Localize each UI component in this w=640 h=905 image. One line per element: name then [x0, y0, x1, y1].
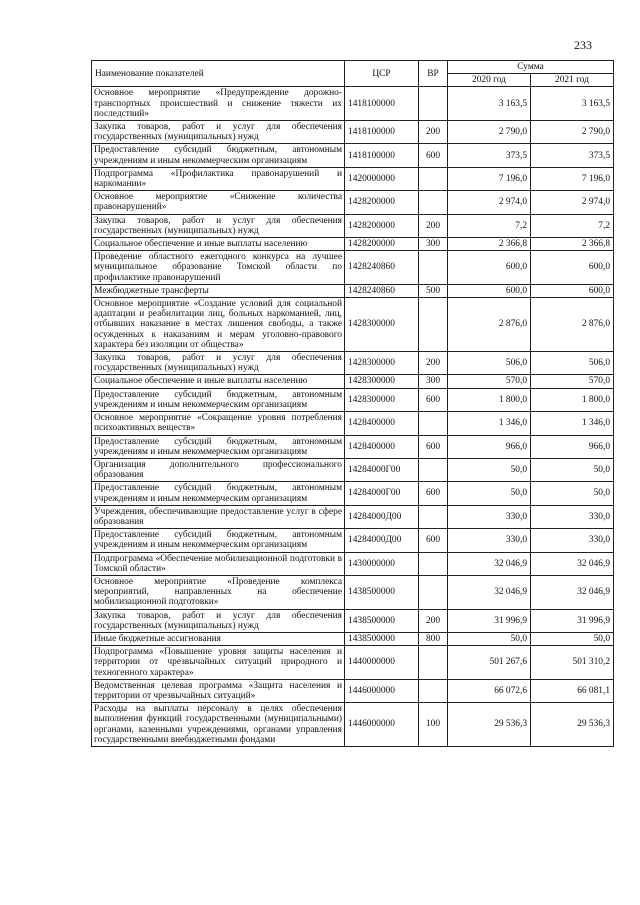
row-name: Иные бюджетные ассигнования [92, 632, 345, 645]
row-name: Предоставление субсидий бюджетным, автономным учреждениям и иным некоммерческим организациям [92, 482, 345, 505]
row-sum-2021: 600,0 [531, 251, 614, 285]
row-name: Основное мероприятие «Снижение количества правонарушений» [92, 191, 345, 214]
row-sum-2020: 1 800,0 [448, 388, 531, 411]
table-row [92, 238, 614, 251]
row-name: Предоставление субсидий бюджетным, автономным учреждениям и иным некоммерческим организациям [92, 388, 345, 411]
table-row [92, 284, 614, 297]
table-row [92, 87, 614, 121]
budget-table [91, 60, 614, 747]
table-row [92, 632, 614, 645]
row-vr: 600 [419, 144, 448, 167]
table-row [92, 375, 614, 388]
row-csr: 1428300000 [345, 352, 419, 375]
row-vr: 600 [419, 482, 448, 505]
row-vr: 200 [419, 609, 448, 632]
row-sum-2020: 600,0 [448, 251, 531, 285]
row-sum-2020: 29 536,3 [448, 703, 531, 747]
row-csr: 1428400000 [345, 412, 419, 435]
row-vr: 200 [419, 352, 448, 375]
table-row [92, 679, 614, 702]
row-sum-2021: 2 876,0 [531, 298, 614, 352]
row-sum-2021: 29 536,3 [531, 703, 614, 747]
row-csr: 14284000Д00 [345, 505, 419, 528]
row-sum-2021: 32 046,9 [531, 552, 614, 575]
row-csr: 14284000Д00 [345, 529, 419, 552]
row-sum-2020: 50,0 [448, 482, 531, 505]
row-csr: 1418100000 [345, 121, 419, 144]
row-sum-2021: 330,0 [531, 505, 614, 528]
row-sum-2021: 7,2 [531, 214, 614, 237]
row-csr: 1420000000 [345, 167, 419, 190]
row-csr: 1438500000 [345, 609, 419, 632]
row-csr: 1428300000 [345, 388, 419, 411]
row-name: Предоставление субсидий бюджетным, автономным учреждениям и иным некоммерческим организациям [92, 144, 345, 167]
row-sum-2021: 330,0 [531, 529, 614, 552]
table-row [92, 505, 614, 528]
row-name: Закупка товаров, работ и услуг для обеспечения государственных (муниципальных) нужд [92, 121, 345, 144]
row-sum-2021: 3 163,5 [531, 87, 614, 121]
row-csr: 1428200000 [345, 191, 419, 214]
row-name: Социальное обеспечение и иные выплаты населению [92, 238, 345, 251]
row-sum-2020: 32 046,9 [448, 552, 531, 575]
table-row [92, 646, 614, 680]
header-year-2021: 2021 год [531, 74, 614, 87]
row-name: Расходы на выплаты персоналу в целях обеспечения выполнения функций государственными (муниципальными) органами, казенными учреждениями, органами управления государственными внебюджетными фондами [92, 703, 345, 747]
row-sum-2020: 31 996,9 [448, 609, 531, 632]
row-csr: 1428300000 [345, 375, 419, 388]
row-sum-2021: 32 046,9 [531, 575, 614, 609]
table-row [92, 703, 614, 747]
row-vr: 300 [419, 238, 448, 251]
row-vr: 200 [419, 121, 448, 144]
row-sum-2020: 66 072,6 [448, 679, 531, 702]
row-vr [419, 167, 448, 190]
table-row [92, 388, 614, 411]
header-vr: ВР [419, 61, 448, 87]
row-sum-2021: 50,0 [531, 482, 614, 505]
row-vr [419, 458, 448, 481]
row-csr: 1428400000 [345, 435, 419, 458]
table-row [92, 458, 614, 481]
row-name: Закупка товаров, работ и услуг для обеспечения государственных (муниципальных) нужд [92, 214, 345, 237]
header-csr: ЦСР [345, 61, 419, 87]
row-csr: 1438500000 [345, 632, 419, 645]
row-csr: 1418100000 [345, 87, 419, 121]
row-vr: 600 [419, 529, 448, 552]
row-name: Закупка товаров, работ и услуг для обеспечения государственных (муниципальных) нужд [92, 352, 345, 375]
row-name: Подпрограмма «Обеспечение мобилизационной подготовки в Томской области» [92, 552, 345, 575]
table-row [92, 529, 614, 552]
row-sum-2020: 330,0 [448, 529, 531, 552]
row-sum-2020: 506,0 [448, 352, 531, 375]
row-sum-2021: 50,0 [531, 632, 614, 645]
row-csr: 1446000000 [345, 679, 419, 702]
row-vr [419, 505, 448, 528]
row-vr [419, 679, 448, 702]
row-sum-2021: 570,0 [531, 375, 614, 388]
row-csr: 1428200000 [345, 238, 419, 251]
row-sum-2020: 501 267,6 [448, 646, 531, 680]
table-row [92, 191, 614, 214]
row-sum-2020: 570,0 [448, 375, 531, 388]
row-sum-2021: 1 800,0 [531, 388, 614, 411]
row-sum-2021: 31 996,9 [531, 609, 614, 632]
table-row [92, 412, 614, 435]
row-vr [419, 552, 448, 575]
table-row [92, 298, 614, 352]
header-sum: Сумма [448, 61, 614, 74]
row-sum-2021: 2 790,0 [531, 121, 614, 144]
row-csr: 1428240860 [345, 284, 419, 297]
row-sum-2021: 66 081,1 [531, 679, 614, 702]
row-sum-2020: 32 046,9 [448, 575, 531, 609]
row-csr: 14284000Г00 [345, 482, 419, 505]
row-vr: 800 [419, 632, 448, 645]
row-sum-2021: 50,0 [531, 458, 614, 481]
row-vr [419, 575, 448, 609]
row-name: Предоставление субсидий бюджетным, автономным учреждениям и иным некоммерческим организациям [92, 529, 345, 552]
page-number: 233 [574, 38, 592, 52]
table-header [92, 61, 614, 87]
row-sum-2021: 600,0 [531, 284, 614, 297]
row-vr [419, 251, 448, 285]
row-name: Организация дополнительного профессионального образования [92, 458, 345, 481]
row-csr: 1428300000 [345, 298, 419, 352]
table-row [92, 251, 614, 285]
row-name: Подпрограмма «Профилактика правонарушений и наркомании» [92, 167, 345, 190]
row-name: Основное мероприятие «Проведение комплекса мероприятий, направленных на обеспечение мобилизационной подготовки» [92, 575, 345, 609]
row-name: Межбюджетные трансферты [92, 284, 345, 297]
row-name: Основное мероприятие «Предупреждение дорожно-транспортных происшествий и снижение тяжести их последствий» [92, 87, 345, 121]
row-sum-2020: 600,0 [448, 284, 531, 297]
row-name: Проведение областного ежегодного конкурса на лучшее муниципальное образование Томской области по профилактике правонарушений [92, 251, 345, 285]
table-row [92, 144, 614, 167]
row-vr [419, 191, 448, 214]
row-csr: 1428200000 [345, 214, 419, 237]
row-name: Учреждения, обеспечивающие предоставление услуг в сфере образования [92, 505, 345, 528]
row-csr: 1430000000 [345, 552, 419, 575]
table-row [92, 121, 614, 144]
row-csr: 14284000Г00 [345, 458, 419, 481]
row-sum-2021: 7 196,0 [531, 167, 614, 190]
table-row [92, 435, 614, 458]
row-name: Социальное обеспечение и иные выплаты населению [92, 375, 345, 388]
table-row [92, 609, 614, 632]
table-row [92, 352, 614, 375]
row-vr: 300 [419, 375, 448, 388]
row-sum-2020: 50,0 [448, 632, 531, 645]
row-sum-2020: 3 163,5 [448, 87, 531, 121]
row-name: Ведомственная целевая программа «Защита населения и территории от чрезвычайных ситуаций» [92, 679, 345, 702]
row-vr [419, 298, 448, 352]
row-sum-2020: 7,2 [448, 214, 531, 237]
row-sum-2020: 2 974,0 [448, 191, 531, 214]
table-row [92, 214, 614, 237]
row-sum-2021: 506,0 [531, 352, 614, 375]
row-sum-2020: 2 876,0 [448, 298, 531, 352]
header-name: Наименование показателей [92, 61, 345, 87]
row-csr: 1438500000 [345, 575, 419, 609]
table-body [92, 87, 614, 747]
row-vr: 100 [419, 703, 448, 747]
row-vr: 200 [419, 214, 448, 237]
row-vr [419, 646, 448, 680]
row-vr: 600 [419, 435, 448, 458]
row-name: Закупка товаров, работ и услуг для обеспечения государственных (муниципальных) нужд [92, 609, 345, 632]
row-sum-2020: 2 790,0 [448, 121, 531, 144]
row-vr: 600 [419, 388, 448, 411]
table-row [92, 575, 614, 609]
row-sum-2020: 7 196,0 [448, 167, 531, 190]
row-name: Предоставление субсидий бюджетным, автономным учреждениям и иным некоммерческим организациям [92, 435, 345, 458]
row-vr [419, 412, 448, 435]
row-sum-2021: 2 974,0 [531, 191, 614, 214]
row-sum-2020: 966,0 [448, 435, 531, 458]
table-row [92, 167, 614, 190]
row-name: Основное мероприятие «Сокращение уровня потребления психоактивных веществ» [92, 412, 345, 435]
row-vr [419, 87, 448, 121]
row-sum-2021: 1 346,0 [531, 412, 614, 435]
row-name: Подпрограмма «Повышение уровня защиты населения и территории от чрезвычайных ситуаций природного и техногенного характера» [92, 646, 345, 680]
row-sum-2020: 330,0 [448, 505, 531, 528]
row-sum-2020: 373,5 [448, 144, 531, 167]
header-year-2020: 2020 год [448, 74, 531, 87]
row-vr: 500 [419, 284, 448, 297]
row-csr: 1418100000 [345, 144, 419, 167]
table-row [92, 482, 614, 505]
row-sum-2020: 2 366,8 [448, 238, 531, 251]
row-name: Основное мероприятие «Создание условий для социальной адаптации и реабилитации лиц, больных наркоманией, лиц, отбывших наказание в местах лишения свободы, а также осужденных к наказаниям и мерам уголовно-правового характера без изоляции от общества» [92, 298, 345, 352]
table-row [92, 552, 614, 575]
row-csr: 1428240860 [345, 251, 419, 285]
row-sum-2021: 966,0 [531, 435, 614, 458]
row-sum-2021: 373,5 [531, 144, 614, 167]
row-sum-2020: 1 346,0 [448, 412, 531, 435]
row-csr: 1446000000 [345, 703, 419, 747]
row-sum-2020: 50,0 [448, 458, 531, 481]
row-csr: 1440000000 [345, 646, 419, 680]
row-sum-2021: 2 366,8 [531, 238, 614, 251]
row-sum-2021: 501 310,2 [531, 646, 614, 680]
